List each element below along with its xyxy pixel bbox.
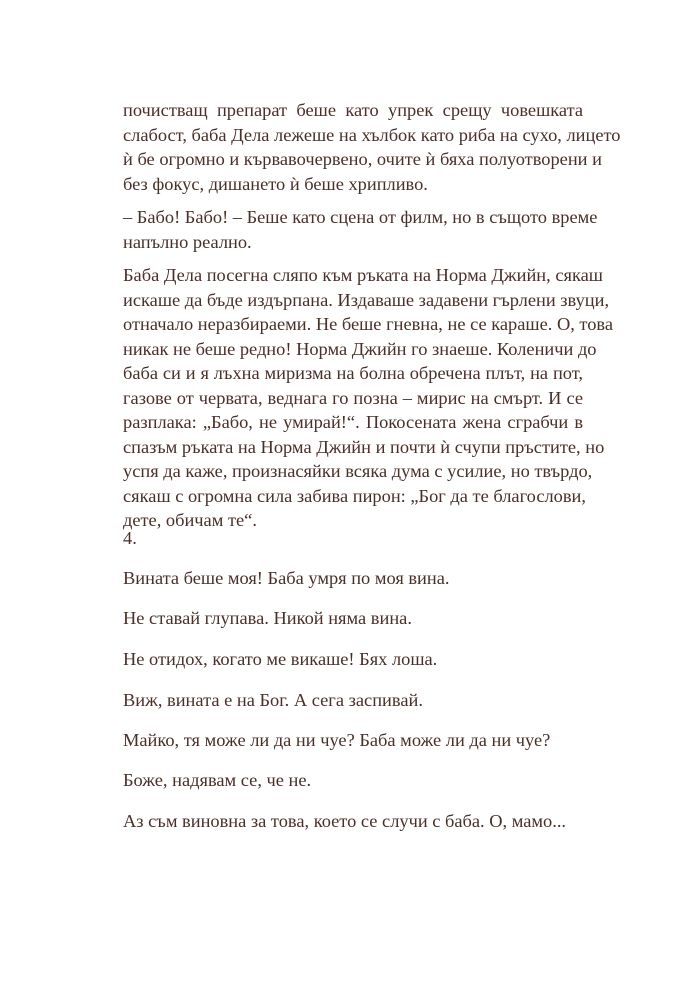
dialogue-line: Виж, вината е на Бог. А сега заспивай. bbox=[123, 690, 423, 710]
paragraph-line: никак не беше редно! Норма Джийн го знаеше. Коленичи до bbox=[123, 338, 597, 359]
paragraph-line: отначало неразбираеми. Не беше гневна, не се караше. О, това bbox=[123, 314, 614, 334]
paragraph-line: дете, обичам те“. bbox=[123, 510, 257, 530]
dialogue-line: Вината беше моя! Баба умря по моя вина. bbox=[123, 568, 450, 588]
paragraph-2 bbox=[123, 205, 598, 254]
paragraph-line: искаше да бъде издърпана. Издаваше задавени гърлени звуци, bbox=[123, 289, 610, 310]
paragraph-line: напълно реално. bbox=[123, 231, 252, 252]
section-number: 4. bbox=[123, 528, 137, 548]
paragraph-line: успя да каже, произнасяйки всяка дума с усилие, но твърдо, bbox=[123, 461, 593, 481]
paragraph-line: почистващ препарат беше като упрек срещу човешката bbox=[123, 100, 583, 120]
dialogue-line: Не ставай глупава. Никой няма вина. bbox=[123, 608, 412, 628]
paragraph-line: сякаш с огромна сила забива пирон: „Бог да те благослови, bbox=[123, 485, 586, 506]
paragraph-line: Баба Дела посегна сляпо към ръката на Норма Джийн, сякаш bbox=[123, 265, 603, 285]
paragraph-line: слабост, баба Дела лежеше на хълбок като риба на сухо, лицето bbox=[123, 124, 621, 145]
dialogue-line: Аз съм виновна за това, което се случи с баба. О, мамо... bbox=[123, 811, 567, 831]
dialogue-line: Не отидох, когато ме викаше! Бях лоша. bbox=[123, 649, 438, 669]
paragraph-line: спазъм ръката на Норма Джийн и почти ѝ счупи пръстите, но bbox=[123, 436, 605, 457]
paragraph-3 bbox=[123, 263, 614, 533]
dialogue-line: Боже, надявам се, че не. bbox=[123, 770, 312, 790]
paragraph-1 bbox=[123, 98, 621, 196]
paragraph-line: ѝ бе огромно и кървавочервено, очите ѝ бяха полуотворени и bbox=[123, 149, 602, 169]
dialogue-line: Майко, тя може ли да ни чуе? Баба може ли да ни чуе? bbox=[123, 730, 551, 750]
paragraph-line: баба си и я лъхна миризма на болна обречена плът, на пот, bbox=[123, 363, 583, 383]
paragraph-line: – Бабо! Бабо! – Беше като сцена от филм, но в същото време bbox=[123, 207, 598, 227]
paragraph-line: газове от червата, веднага го позна – мирис на смърт. И се bbox=[123, 387, 583, 408]
paragraph-line: разплака: „Бабо, не умирай!“. Покосената жена сграбчи в bbox=[123, 412, 583, 432]
paragraph-line: без фокус, дишането ѝ беше хрипливо. bbox=[123, 173, 428, 194]
